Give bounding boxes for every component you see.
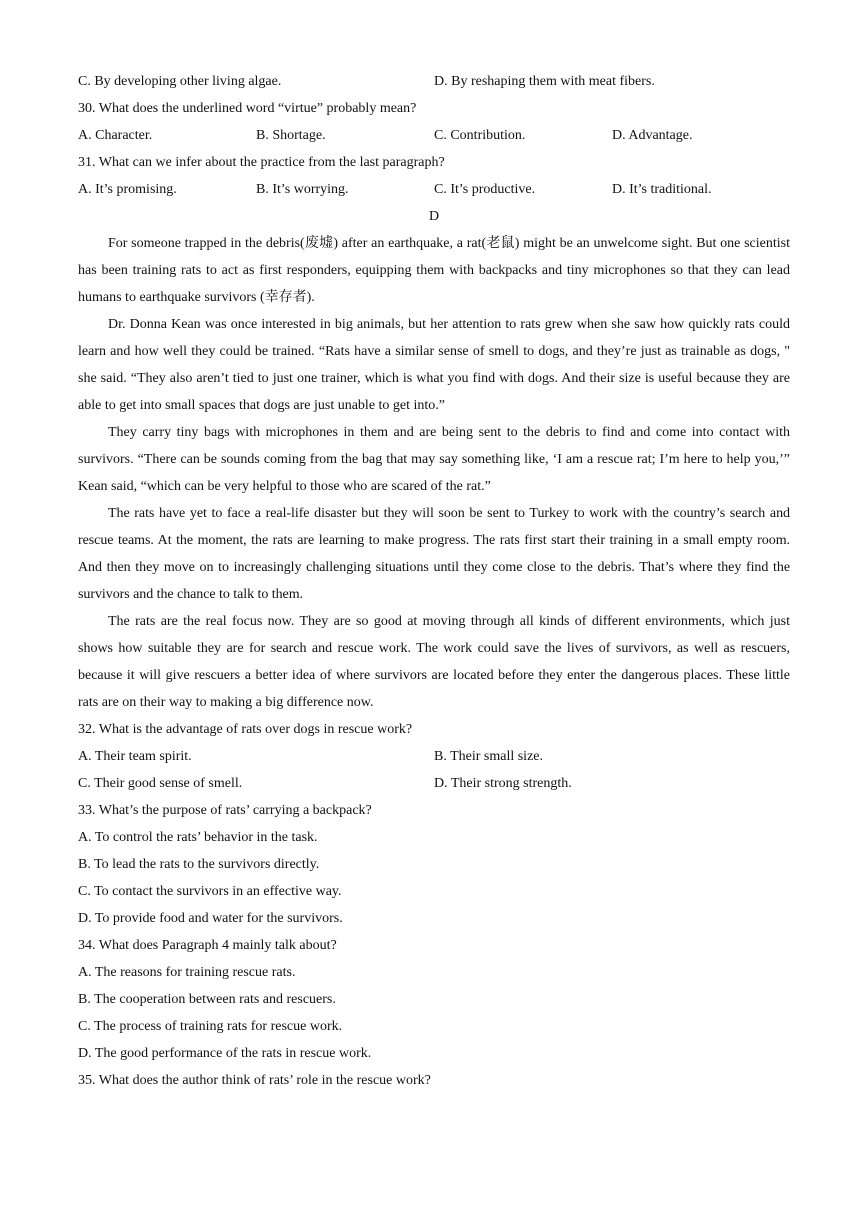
q33-option-b: B. To lead the rats to the survivors directly. xyxy=(78,857,320,872)
q30-options xyxy=(78,122,790,149)
q29-options xyxy=(78,68,790,95)
section-heading: D xyxy=(428,209,440,224)
q32-option-b: B. Their small size. xyxy=(434,749,543,764)
q31-option-a: A. It’s promising. xyxy=(78,182,177,197)
q30-option-d: D. Advantage. xyxy=(612,128,693,143)
passage-paragraph-1: For someone trapped in the debris(废墟) after an earthquake, a rat(老鼠) might be an unwelcome sight. But one scientist has been training rats to act as first responders, equipping them with backpacks and tiny microphones so that they can lead humans to earthquake survivors (幸存者). xyxy=(78,236,790,305)
q34-option-d: D. The good performance of the rats in rescue work. xyxy=(78,1046,372,1061)
q32-options-row-1 xyxy=(78,743,790,770)
q33-option-d: D. To provide food and water for the survivors. xyxy=(78,911,343,926)
passage-paragraph-5: The rats are the real focus now. They are so good at moving through all kinds of different environments, which just shows how suitable they are for search and rescue work. The work could save the lives of survivors, as well as rescuers, because it will give rescuers a better idea of where survivors are located before they enter the dangerous places. These little rats are on their way to making a big difference now. xyxy=(78,614,790,710)
q31-question: 31. What can we infer about the practice from the last paragraph? xyxy=(78,155,445,170)
q30-option-a: A. Character. xyxy=(78,128,153,143)
q29-option-c: C. By developing other living algae. xyxy=(78,74,282,89)
q32-option-c: C. Their good sense of smell. xyxy=(78,776,243,791)
q32-question: 32. What is the advantage of rats over dogs in rescue work? xyxy=(78,722,413,737)
q31-options xyxy=(78,176,790,203)
q34-option-a: A. The reasons for training rescue rats. xyxy=(78,965,296,980)
passage-paragraph-3: They carry tiny bags with microphones in them and are being sent to the debris to find and come into contact with survivors. “There can be sounds coming from the bag that may say something like, ‘I am a rescue rat; I’m here to help you,’” Kean said, “which can be very helpful to those who are scared of the rat.” xyxy=(78,425,790,494)
passage-paragraph-4: The rats have yet to face a real-life disaster but they will soon be sent to Turkey to work with the country’s search and rescue teams. At the moment, the rats are learning to make progress. The rats first start their training in a small empty room. And then they move on to increasingly challenging situations until they come close to the debris. That’s where they find the survivors and the chance to talk to them. xyxy=(78,506,790,602)
q34-question: 34. What does Paragraph 4 mainly talk about? xyxy=(78,938,337,953)
q32-option-d: D. Their strong strength. xyxy=(434,776,572,791)
q31-option-b: B. It’s worrying. xyxy=(256,182,349,197)
passage-paragraph-2: Dr. Donna Kean was once interested in big animals, but her attention to rats grew when she saw how quickly rats could learn and how well they could be trained. “Rats have a similar sense of smell to dogs, and they’re just as trainable as dogs, " she said. “They also aren’t tied to just one trainer, which is what you find with dogs. And their size is useful because they are able to get into small spaces that dogs are just unable to get into.” xyxy=(78,317,790,413)
q30-option-b: B. Shortage. xyxy=(256,128,326,143)
q29-option-d: D. By reshaping them with meat fibers. xyxy=(434,74,655,89)
q32-option-a: A. Their team spirit. xyxy=(78,749,192,764)
q31-option-c: C. It’s productive. xyxy=(434,182,536,197)
q32-options-row-2 xyxy=(78,770,790,797)
q33-option-c: C. To contact the survivors in an effective way. xyxy=(78,884,342,899)
q33-question: 33. What’s the purpose of rats’ carrying a backpack? xyxy=(78,803,372,818)
q30-question: 30. What does the underlined word “virtue” probably mean? xyxy=(78,101,417,116)
q31-option-d: D. It’s traditional. xyxy=(612,182,712,197)
q35-question: 35. What does the author think of rats’ role in the rescue work? xyxy=(78,1073,431,1088)
q33-option-a: A. To control the rats’ behavior in the task. xyxy=(78,830,318,845)
q34-option-b: B. The cooperation between rats and rescuers. xyxy=(78,992,336,1007)
document-page xyxy=(78,68,790,1094)
q34-option-c: C. The process of training rats for rescue work. xyxy=(78,1019,343,1034)
q30-option-c: C. Contribution. xyxy=(434,128,526,143)
